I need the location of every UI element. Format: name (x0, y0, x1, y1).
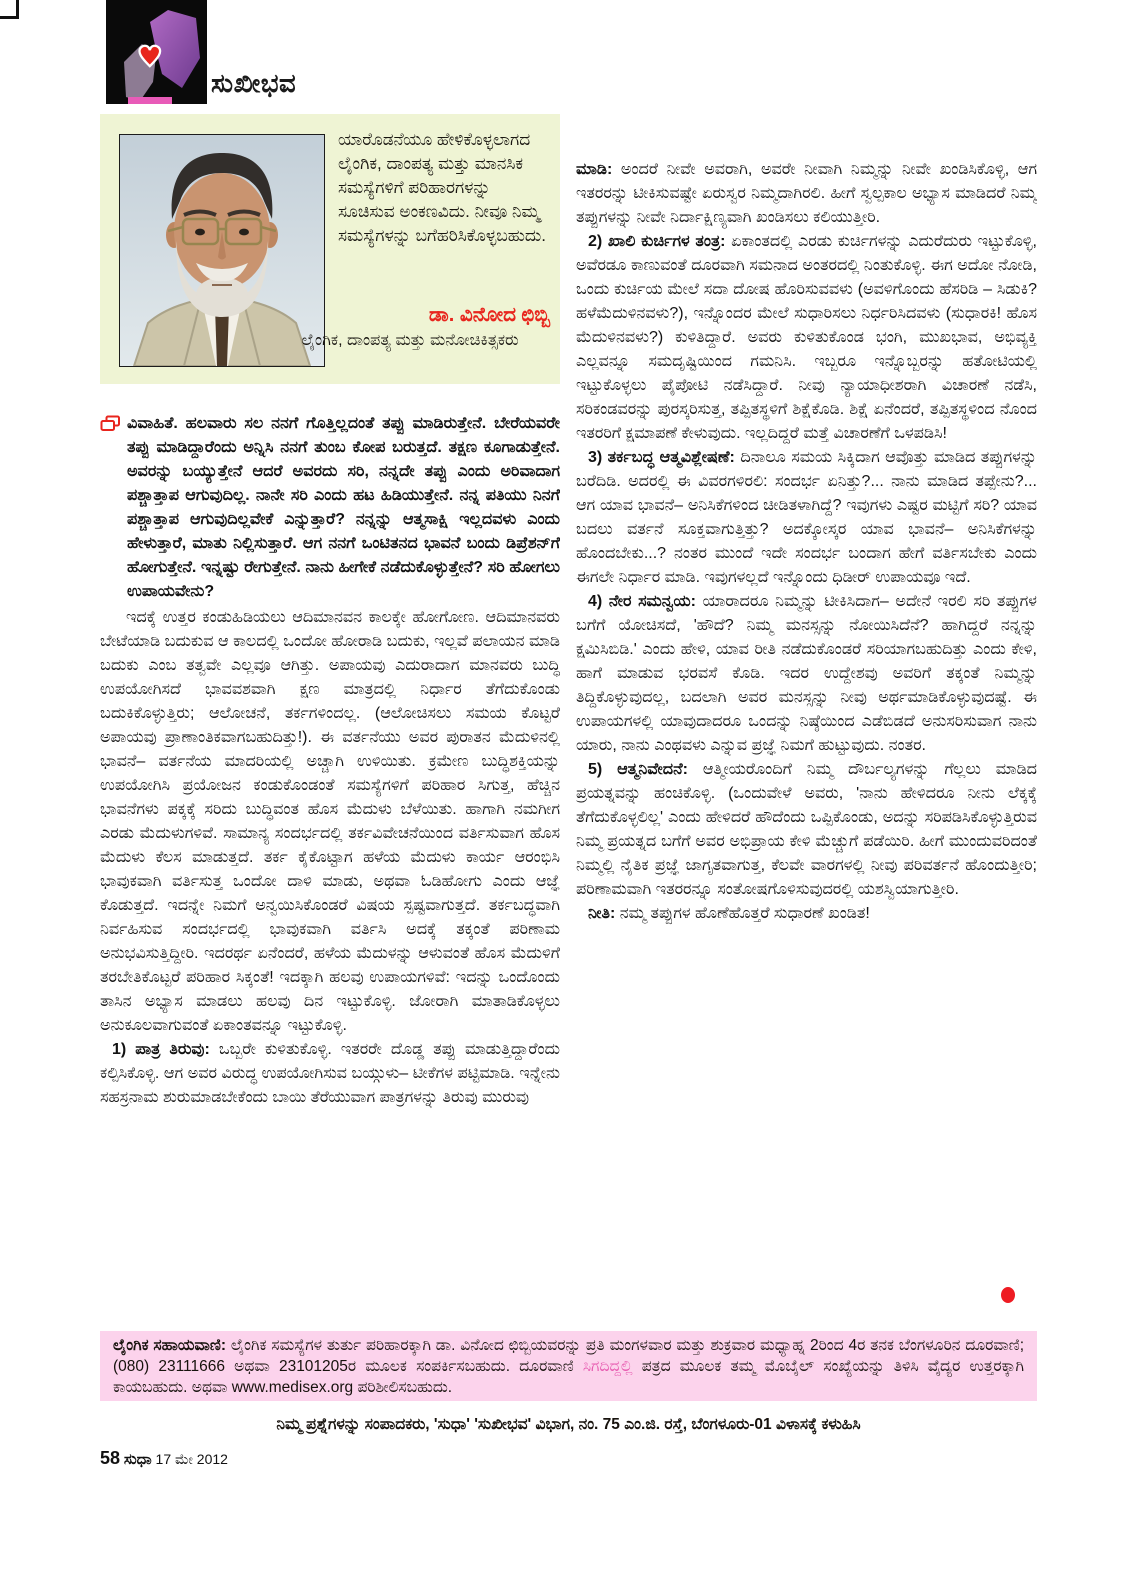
tip-1-continued-text: ಅಂದರೆ ನೀವೇ ಅವರಾಗಿ, ಅವರೇ ನೀವಾಗಿ ನಿಮ್ಮನ್ನು ನೀವೇ ಖಂಡಿಸಿಕೊಳ್ಳಿ, ಆಗ ಇತರರನ್ನು ಟೀಕಿಸುವಷ್ಟೇ ಏರುಸ್ವರ ನಿಮ್ಮದಾಗಿರಲಿ. ಹೀಗೆ ಸ್ವಲ್ಪಕಾಲ ಅಭ್ಯಾಸ ಮಾಡಿದರೆ ನಿಮ್ಮ ತಪ್ಪುಗಳನ್ನು ನೀವೇ ನಿರ್ದಾಕ್ಷಿಣ್ಯವಾಗಿ ಖಂಡಿಸಲು ಕಲಿಯುತ್ತೀರಿ. (576, 161, 1037, 226)
moral-paragraph (576, 902, 1037, 926)
helpline-heading: ಲೈಂಗಿಕ ಸಹಾಯವಾಣಿ: (113, 1337, 227, 1354)
abstract-couple-art-icon (106, 0, 207, 104)
magazine-name: ಸುಧಾ (123, 1451, 152, 1468)
tip-5-text: ಆತ್ಮೀಯರೊಂದಿಗೆ ನಿಮ್ಮ ದೌರ್ಬಲ್ಯಗಳನ್ನು ಗೆಲ್ಲಲು ಮಾಡಿದ ಪ್ರಯತ್ನವನ್ನು ಹಂಚಿಕೊಳ್ಳಿ. (ಒಂದುವೇಳೆ ಅವರು, 'ನಾನು ಹೇಳಿದರೂ ನೀನು ಲೆಕ್ಕಕ್ಕೆ ತೆಗೆದುಕೊಳ್ಳಲಿಲ್ಲ' ಎಂದು ಹೇಳಿದರೆ ಹೌದೆಂದು ಒಪ್ಪಿಕೊಂಡು, ಅದನ್ನು ಸರಿಪಡಿಸಿಕೊಳ್ಳುತ್ತಿರುವ ನಿಮ್ಮ ಪ್ರಯತ್ನದ ಬಗೆಗೆ ಅವರ ಅಭಿಪ್ರಾಯ ಕೇಳಿ ಮೆಚ್ಚುಗೆ ಪಡೆಯಿರಿ. ಹೀಗೆ ಮುಂದುವರಿದಂತೆ ನಿಮ್ಮಲ್ಲಿ ನೈತಿಕ ಪ್ರಜ್ಞೆ ಜಾಗೃತವಾಗುತ್ತ, ಕೆಲವೇ ವಾರಗಳಲ್ಲಿ ನೀವು ಪರಿವರ್ತನೆ ಹೊಂದುತ್ತೀರಿ; ಪರಿಣಾಮವಾಗಿ ಇತರರನ್ನೂ ಸಂತೋಷಗೊಳಿಸುವುದರಲ್ಲಿ ಯಶಸ್ವಿಯಾಗುತ್ತೀರಿ. (576, 761, 1037, 898)
author-title: ಲೈಂಗಿಕ, ದಾಂಪತ್ಯ ಮತ್ತು ಮನೋಚಿಕಿತ್ಸಕರು (301, 332, 519, 349)
tip-4-paragraph (576, 590, 1037, 758)
chat-bubbles-icon (100, 415, 121, 440)
article-left-column (100, 412, 560, 1314)
section-logo (106, 0, 207, 104)
issue-date: 17 ಮೇ 2012 (155, 1451, 228, 1467)
reader-question (100, 412, 560, 604)
helpline-box (100, 1331, 1037, 1401)
page-footer (100, 1448, 228, 1469)
moral-text: ನಮ್ಮ ತಪ್ಪುಗಳ ಹೊಣೆಹೊತ್ತರೆ ಸುಧಾರಣೆ ಖಂಡಿತ! (619, 905, 870, 922)
tip-5-paragraph (576, 758, 1037, 902)
tip-1-heading: 1) ಪಾತ್ರ ತಿರುವು: (112, 1041, 210, 1058)
tip-2-paragraph (576, 230, 1037, 446)
red-dot-marker (1001, 1287, 1015, 1303)
intro-box (100, 114, 560, 384)
tip-3-paragraph (576, 446, 1037, 590)
tip-3-heading: 3) ತರ್ಕಬದ್ಧ ಆತ್ಮವಿಶ್ಲೇಷಣೆ: (588, 449, 735, 466)
tip-2-text: ಏಕಾಂತದಲ್ಲಿ ಎರಡು ಕುರ್ಚಿಗಳನ್ನು ಎದುರೆದುರು ಇಟ್ಟುಕೊಳ್ಳಿ, ಅವೆರಡೂ ಕಾಣುವಂತೆ ದೂರವಾಗಿ ಸಮನಾದ ಅಂತರದಲ್ಲಿ ನಿಂತುಕೊಳ್ಳಿ. ಈಗ ಅದೋ ನೋಡಿ, ಒಂದು ಕುರ್ಚಿಯ ಮೇಲೆ ಸದಾ ದೋಷ ಹೊರಿಸುವವಳು (ಅವಳಿಗೊಂದು ಹೆಸರಿಡಿ – ಸಿಡುಕಿ? ಹಳೆಮೆದುಳಿನವಳು?), ಇನ್ನೊಂದರ ಮೇಲೆ ಸುಧಾರಿಸಲು ನಿರ್ಧರಿಸಿದವಳು (ಸುಧಾರಕಿ! ಹೊಸ ಮೆದುಳಿನವಳು?) ಕುಳಿತಿದ್ದಾರೆ. ಅವರು ಕುಳಿತುಕೊಂಡ ಭಂಗಿ, ಮುಖಭಾವ, ಅಭಿವ್ಯಕ್ತಿ ಎಲ್ಲವನ್ನೂ ಸಮದೃಷ್ಟಿಯಿಂದ ಗಮನಿಸಿ. ಇಬ್ಬರೂ ಇನ್ನೊಬ್ಬರನ್ನು ಹತೋಟಿಯಲ್ಲಿ ಇಟ್ಟುಕೊಳ್ಳಲು ಪೈಪೋಟಿ ನಡೆಸಿದ್ದಾರೆ. ನೀವು ನ್ಯಾಯಾಧೀಶರಾಗಿ ವಿಚಾರಣೆ ನಡೆಸಿ, ಸರಿಕಂಡವರನ್ನು ಪುರಸ್ಕರಿಸುತ್ತ, ತಪ್ಪಿತಸ್ಥಳಿಗೆ ಶಿಕ್ಷೆಕೊಡಿ. ಶಿಕ್ಷೆ ಏನೆಂದರೆ, ತಪ್ಪಿತಸ್ಥಳಿಂದ ನೊಂದ ಇತರರಿಗೆ ಕ್ಷಮಾಪಣೆ ಕೇಳುವುದು. ಇಲ್ಲದಿದ್ದರೆ ಮತ್ತೆ ವಿಚಾರಣೆಗೆ ಒಳಪಡಿಸಿ! (576, 233, 1037, 442)
moral-lead: ನೀತಿ: (588, 905, 616, 922)
tip-1-paragraph (100, 1038, 560, 1110)
article-right-column (576, 158, 1037, 1230)
tip-1-text: ಒಬ್ಬರೇ ಕುಳಿತುಕೊಳ್ಳಿ. ಇತರರೇ ದೊಡ್ಡ ತಪ್ಪು ಮಾಡುತ್ತಿದ್ದಾರೆಂದು ಕಲ್ಪಿಸಿಕೊಳ್ಳಿ. ಆಗ ಅವರ ವಿರುದ್ಧ ಉಪಯೋಗಿಸುವ ಬಯ್ಗುಳು– ಟೀಕೆಗಳ ಪಟ್ಟಿಮಾಡಿ. ಇನ್ನೇನು ಸಹಸ್ರನಾಮ ಶುರುಮಾಡಬೇಕೆಂದು ಬಾಯಿ ತೆರೆಯುವಾಗ ಪಾತ್ರಗಳನ್ನು ತಿರುವು ಮುರುವು (100, 1041, 560, 1106)
question-text: ವಿವಾಹಿತೆ. ಹಲವಾರು ಸಲ ನನಗೆ ಗೊತ್ತಿಲ್ಲದಂತೆ ತಪ್ಪು ಮಾಡಿರುತ್ತೇನೆ. ಬೇರೆಯವರೇ ತಪ್ಪು ಮಾಡಿದ್ದಾರೆಂದು ಅನ್ನಿಸಿ ನನಗೆ ತುಂಬ ಕೋಪ ಬರುತ್ತದೆ. ತಕ್ಷಣ ಕೂಗಾಡುತ್ತೇನೆ. ಅವರನ್ನು ಬಯ್ಯುತ್ತೇನೆ ಆದರೆ ಅವರದು ಸರಿ, ನನ್ನದೇ ತಪ್ಪು ಎಂದು ಅರಿವಾದಾಗ ಪಶ್ಚಾತ್ತಾಪ ಆಗುವುದಿಲ್ಲ. ನಾನೇ ಸರಿ ಎಂದು ಹಟ ಹಿಡಿಯುತ್ತೇನೆ. ನನ್ನ ಪತಿಯು ನಿನಗೆ ಪಶ್ಚಾತ್ತಾಪ ಆಗುವುದಿಲ್ಲವೇಕೆ ಎನ್ನುತ್ತಾರೆ? ನನ್ನನ್ನು ಆತ್ಮಸಾಕ್ಷಿ ಇಲ್ಲದವಳು ಎಂದು ಹೇಳುತ್ತಾರೆ, ಮಾತು ನಿಲ್ಲಿಸುತ್ತಾರೆ. ಆಗ ನನಗೆ ಒಂಟಿತನದ ಭಾವನೆ ಬಂದು ಡಿಪ್ರೆಶನ್‌ಗೆ ಹೋಗುತ್ತೇನೆ. ಇನ್ನಷ್ಟು ರೇಗುತ್ತೇನೆ. ನಾನು ಹೀಗೇಕೆ ನಡೆದುಕೊಳ್ಳುತ್ತೇನೆ? ಸರಿ ಹೋಗಲು ಉಪಾಯವೇನು? (127, 415, 560, 600)
tip-4-heading: 4) ನೇರ ಸಮನ್ವಯ: (588, 593, 697, 610)
answer-intro-text: ಇದಕ್ಕೆ ಉತ್ತರ ಕಂಡುಹಿಡಿಯಲು ಆದಿಮಾನವನ ಕಾಲಕ್ಕೇ ಹೋಗೋಣ. ಆದಿಮಾನವರು ಬೇಟೆಯಾಡಿ ಬದುಕುವ ಆ ಕಾಲದಲ್ಲಿ ಒಂದೋ ಹೋರಾಡಿ ಬದುಕು, ಇಲ್ಲವೆ ಪಲಾಯನ ಮಾಡಿ ಬದುಕು ಎಂಬ ತತ್ವವೇ ಎಲ್ಲವೂ ಆಗಿತ್ತು. ಅಪಾಯವು ಎದುರಾದಾಗ ಮಾನವರು ಬುದ್ಧಿ ಉಪಯೋಗಿಸದೆ ಭಾವವಶವಾಗಿ ಕ್ಷಣ ಮಾತ್ರದಲ್ಲಿ ನಿರ್ಧಾರ ತೆಗೆದುಕೊಂಡು ಬದುಕಿಕೊಳ್ಳುತ್ತಿರು; ಆಲೋಚನೆ, ತರ್ಕಗಳಿಂದಲ್ಲ. (ಆಲೋಚಿಸಲು ಸಮಯ ಕೊಟ್ಟರೆ ಅಪಾಯವು ಪ್ರಾಣಾಂತಿಕವಾಗಬಹುದಿತ್ತು!). ಈ ವರ್ತನೆಯು ಅವರ ಪುರಾತನ ಮೆದುಳಿನಲ್ಲಿ ಭಾವನೆ– ವರ್ತನೆಯ ಮಾದರಿಯಲ್ಲಿ ಅಚ್ಚಾಗಿ ಉಳಿಯಿತು. ಕ್ರಮೇಣ ಬುದ್ಧಿಶಕ್ತಿಯನ್ನು ಉಪಯೋಗಿಸಿ ಪ್ರಯೋಜನ ಕಂಡುಕೊಂಡಂತೆ ಸಮಸ್ಯೆಗಳಿಗೆ ಪರಿಹಾರ ಸಿಗುತ್ತ, ಹೆಚ್ಚಿನ ಭಾವನೆಗಳು ಪಕ್ಕಕ್ಕೆ ಸರಿದು ಬುದ್ಧಿವಂತ ಹೊಸ ಮೆದುಳು ಬೆಳೆಯಿತು. ಹಾಗಾಗಿ ನಮಗೀಗ ಎರಡು ಮೆದುಳುಗಳಿವೆ. ಸಾಮಾನ್ಯ ಸಂದರ್ಭದಲ್ಲಿ ತರ್ಕವಿವೇಚನೆಯಿಂದ ವರ್ತಿಸುವಾಗ ಹೊಸ ಮೆದುಳು ಕೆಲಸ ಮಾಡುತ್ತದೆ. ತರ್ಕ ಕೈಕೊಟ್ಟಾಗ ಹಳೆಯ ಮೆದುಳು ಕಾರ್ಯ ಆರಂಭಿಸಿ ಭಾವುಕವಾಗಿ ವರ್ತಿಸುತ್ತ ಒಂದೋ ದಾಳಿ ಮಾಡು, ಅಥವಾ ಓಡಿಹೋಗು ಎಂದು ಆಜ್ಞೆ ಕೊಡುತ್ತದೆ. ಇದನ್ನೇ ನಿಮಗೆ ಅನ್ವಯಿಸಿಕೊಂಡರೆ ವಿಷಯ ಸ್ಪಷ್ಟವಾಗುತ್ತದೆ. ತರ್ಕಬದ್ಧವಾಗಿ ನಿರ್ವಹಿಸುವ ಸಂದರ್ಭದಲ್ಲಿ ಭಾವುಕವಾಗಿ ವರ್ತಿಸಿ ಅದಕ್ಕೆ ತಕ್ಕಂತೆ ಪರಿಣಾಮ ಅನುಭವಿಸುತ್ತಿದ್ದೀರಿ. ಇದರರ್ಥ ಏನೆಂದರೆ, ಹಳೆಯ ಮೆದುಳನ್ನು ಆಳುವಂತೆ ಹೊಸ ಮೆದುಳಿಗೆ ತರಬೇತಿಕೊಟ್ಟರೆ ಪರಿಹಾರ ಸಿಕ್ಕಂತೆ! ಇದಕ್ಕಾಗಿ ಹಲವು ಉಪಾಯಗಳಿವೆ: ಇದನ್ನು ಒಂದೊಂದು ತಾಸಿನ ಅಭ್ಯಾಸ ಮಾಡಲು ಹಲವು ದಿನ ಇಟ್ಟುಕೊಳ್ಳಿ. ಜೋರಾಗಿ ಮಾತಾಡಿಕೊಳ್ಳಲು ಅನುಕೂಲವಾಗುವಂತೆ ಏಕಾಂತವನ್ನೂ ಇಟ್ಟುಕೊಳ್ಳಿ. (100, 609, 560, 1034)
tip-2-heading: 2) ಖಾಲಿ ಕುರ್ಚಿಗಳ ತಂತ್ರ: (588, 233, 726, 250)
page-number: 58 (100, 1448, 121, 1468)
tip-5-heading: 5) ಆತ್ಮನಿವೇದನೆ: (588, 761, 688, 778)
helpline-text-2: ಪತ್ರದ ಮೂಲಕ ತಮ್ಮ ಮೊಬೈಲ್ ಸಂಖ್ಯೆಯನ್ನು ತಿಳಿಸಿ ವೈದ್ಯರ ಉತ್ತರಕ್ಕಾಗಿ ಕಾಯಬಹುದು. ಅಥವಾ www.medisex.org ಪರಿಶೀಲಿಸಬಹುದು. (113, 1358, 1024, 1396)
helpline-text-1: ಲೈಂಗಿಕ ಸಮಸ್ಯೆಗಳ ತುರ್ತು ಪರಿಹಾರಕ್ಕಾಗಿ ಡಾ. ವಿನೋದ ಛಿಬ್ಬಿಯವರನ್ನು ಪ್ರತಿ ಮಂಗಳವಾರ ಮತ್ತು ಶುಕ್ರವಾರ ಮಧ್ಯಾಹ್ನ 2ರಿಂದ 4ರ ತನಕ ಬೆಂಗಳೂರಿನ ದೂರವಾಣಿ; (080) 23111666 ಅಥವಾ 23101205ರ ಮೂಲಕ ಸಂಪರ್ಕಿಸಬಹುದು. ದೂರವಾಣಿ (113, 1337, 1025, 1375)
tip-1-continued-lead: ಮಾಡಿ: (576, 161, 613, 178)
tip-1-continued-paragraph (576, 158, 1037, 230)
tip-3-text: ದಿನಾಲೂ ಸಮಯ ಸಿಕ್ಕಿದಾಗ ಆವೊತ್ತು ಮಾಡಿದ ತಪ್ಪುಗಳನ್ನು ಬರೆದಿಡಿ. ಅದರಲ್ಲಿ ಈ ವಿವರಗಳಿರಲಿ: ಸಂದರ್ಭ ಏನಿತ್ತು?... ನಾನು ಮಾಡಿದ ತಪ್ಪೇನು?... ಆಗ ಯಾವ ಭಾವನೆ– ಅನಿಸಿಕೆಗಳಿಂದ ಚೀಡಿತಳಾಗಿದ್ದೆ? ಇವುಗಳು ಎಷ್ಟರ ಮಟ್ಟಿಗೆ ಸರಿ? ಯಾವ ಬದಲು ವರ್ತನೆ ಸೂಕ್ತವಾಗುತ್ತಿತ್ತು? ಅದಕ್ಕೋಸ್ಕರ ಯಾವ ಭಾವನೆ– ಅನಿಸಿಕೆಗಳನ್ನು ಹೊಂದಬೇಕು...? ನಂತರ ಮುಂದೆ ಇದೇ ಸಂದರ್ಭ ಬಂದಾಗ ಹೇಗೆ ವರ್ತಿಸಬೇಕು ಎಂದು ಈಗಲೇ ನಿರ್ಧಾರ ಮಾಡಿ. ಇವುಗಳಲ್ಲದೆ ಇನ್ನೊಂದು ಧಿಡೀರ್ ಉಪಾಯವೂ ಇದೆ. (576, 449, 1037, 586)
helpline-highlight-word: ಸಿಗದಿದ್ದಲ್ಲಿ (582, 1358, 633, 1375)
corner-crop-mark (0, 0, 19, 19)
editor-address-line: ನಿಮ್ಮ ಪ್ರಶ್ನೆಗಳನ್ನು ಸಂಪಾದಕರು, 'ಸುಧಾ' 'ಸುಖೀಭವ' ವಿಭಾಗ, ನಂ. 75 ಎಂ.ಜಿ. ರಸ್ತೆ, ಬೆಂಗಳೂರು-01 ವಿಳಾಸಕ್ಕೆ ಕಳುಹಿಸಿ (276, 1416, 861, 1433)
author-name: ಡಾ. ವಿನೋದ ಛಿಬ್ಬಿ (428, 304, 550, 326)
answer-intro-paragraph (100, 606, 560, 1038)
intro-text: ಯಾರೊಡನೆಯೂ ಹೇಳಿಕೊಳ್ಳಲಾಗದ ಲೈಂಗಿಕ, ದಾಂಪತ್ಯ ಮತ್ತು ಮಾನಸಿಕ ಸಮಸ್ಯೆಗಳಿಗೆ ಪರಿಹಾರಗಳನ್ನು ಸೂಚಿಸುವ ಅಂಕಣವಿದು. ನೀವೂ ನಿಮ್ಮ ಸಮಸ್ಯೆಗಳನ್ನು ಬಗೆಹರಿಸಿಕೊಳ್ಳಬಹುದು. (338, 130, 547, 245)
tip-4-text: ಯಾರಾದರೂ ನಿಮ್ಮನ್ನು ಟೀಕಿಸಿದಾಗ– ಅದೇನೆ ಇರಲಿ ಸರಿ ತಪ್ಪುಗಳ ಬಗೆಗೆ ಯೋಚಿಸದೆ, 'ಹೌದೆ? ನಿಮ್ಮ ಮನಸ್ಸನ್ನು ನೋಯಿಸಿದೆನೆ? ಹಾಗಿದ್ದರೆ ನನ್ನನ್ನು ಕ್ಷಮಿಸಿಬಿಡಿ.' ಎಂದು ಹೇಳಿ, ಯಾವ ರೀತಿ ನಡೆದುಕೊಂಡರೆ ಸರಿಯಾಗಬಹುದಿತ್ತು ಎಂದು ಕೇಳಿ, ಹಾಗೆ ಮಾಡುವ ಭರವಸೆ ಕೊಡಿ. ಇದರ ಉದ್ದೇಶವು ಅವರಿಗೆ ತಕ್ಕಂತೆ ನಿಮ್ಮನ್ನು ತಿದ್ದಿಕೊಳ್ಳುವುದಲ್ಲ, ಬದಲಾಗಿ ಅವರ ಮನಸ್ಸನ್ನು ನೀವು ಅರ್ಥಮಾಡಿಕೊಳ್ಳುವುದಷ್ಟೆ. ಈ ಉಪಾಯಗಳಲ್ಲಿ ಯಾವುದಾದರೂ ಒಂದನ್ನು ನಿಷ್ಠೆಯಿಂದ ಎಡೆಬಿಡದೆ ಅನುಸರಿಸುವಾಗ ನಾನು ಯಾರು, ನಾನು ಎಂಥವಳು ಎನ್ನುವ ಪ್ರಜ್ಞೆ ನಿಮಗೆ ಹುಟ್ಟುವುದು. ನಂತರ. (576, 593, 1037, 754)
section-title: ಸುಖೀಭವ (211, 68, 297, 98)
helpline-paragraph (113, 1335, 1024, 1398)
